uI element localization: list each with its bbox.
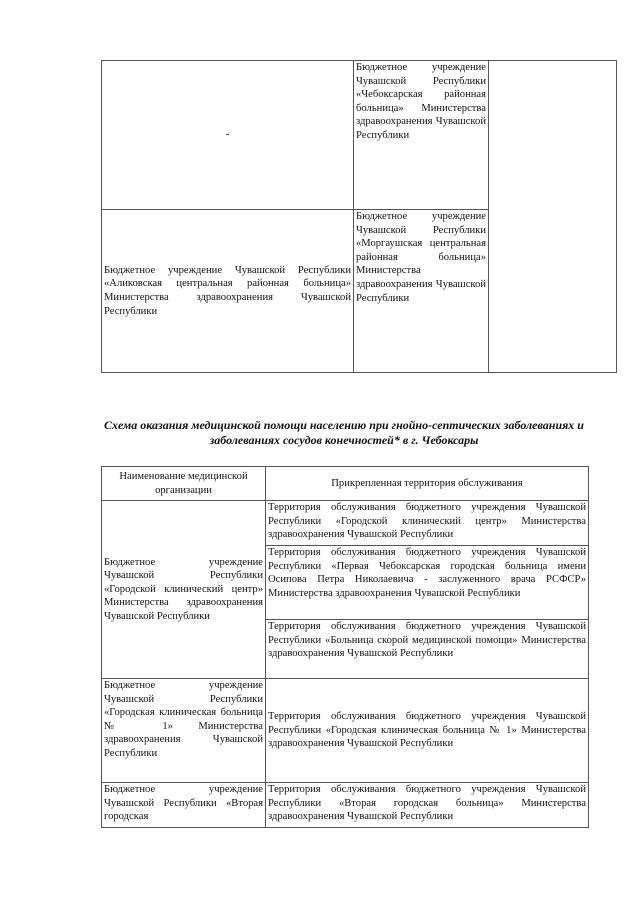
territory-cell: Территория обслуживания бюджетного учреждения Чувашской Республики «Городской клинический центр» Министерства здравоохранения Чувашской Республики	[266, 501, 589, 546]
org-cell: Бюджетное учреждение Чувашской Республики «Аликовская центральная районная больница» Министерства здравоохранения Чувашской Республики	[102, 210, 354, 373]
table-header-row	[102, 467, 589, 501]
column-header-territory: Прикрепленная территория обслуживания	[266, 467, 589, 501]
table-care-scheme	[101, 466, 589, 828]
org-cell: Бюджетное учреждение Чувашской Республики «Городской клинический центр» Министерства здравоохранения Чувашской Республики	[102, 501, 266, 679]
territory-cell: Территория обслуживания бюджетного учреждения Чувашской Республики «Больница скорой медицинской помощи» Министерства здравоохранения Чувашской Республики	[266, 620, 589, 679]
table-row	[102, 679, 589, 783]
table-row	[102, 783, 589, 828]
territory-cell: Территория обслуживания бюджетного учреждения Чувашской Республики «Вторая городская больница» Министерства здравоохранения Чувашской Республики	[266, 783, 589, 828]
territory-cell: Территория обслуживания бюджетного учреждения Чувашской Республики «Первая Чебоксарская городская больница имени Осипова Петра Николаевича - заслуженного врача РСФСР» Министерства здравоохранения Чувашской Республики	[266, 546, 589, 620]
section-heading: Схема оказания медицинской помощи населению при гнойно-септических заболеваниях и заболеваниях сосудов конечностей* в г. Чебоксары	[104, 418, 584, 447]
table-row	[102, 61, 617, 210]
table-assignment-continued	[101, 60, 617, 373]
org-cell: Бюджетное учреждение Чувашской Республики «Вторая городская	[102, 783, 266, 828]
territory-cell: Территория обслуживания бюджетного учреждения Чувашской Республики «Городская клиническая больница № 1» Министерства здравоохранения Чувашской Республики	[266, 679, 589, 783]
org-cell: Бюджетное учреждение Чувашской Республики «Городская клиническая больница № 1» Министерства здравоохранения Чувашской Республики	[102, 679, 266, 783]
org-cell: -	[102, 61, 354, 210]
assigned-org-cell: Бюджетное учреждение Чувашской Республики «Моргаушская центральная районная больница» Министерства здравоохранения Чувашской Республики	[354, 210, 489, 373]
empty-cell	[489, 61, 617, 373]
table-row	[102, 501, 589, 546]
column-header-organization: Наименование медицинской организации	[102, 467, 266, 501]
assigned-org-cell: Бюджетное учреждение Чувашской Республики «Чебоксарская районная больница» Министерства здравоохранения Чувашской Республики	[354, 61, 489, 210]
